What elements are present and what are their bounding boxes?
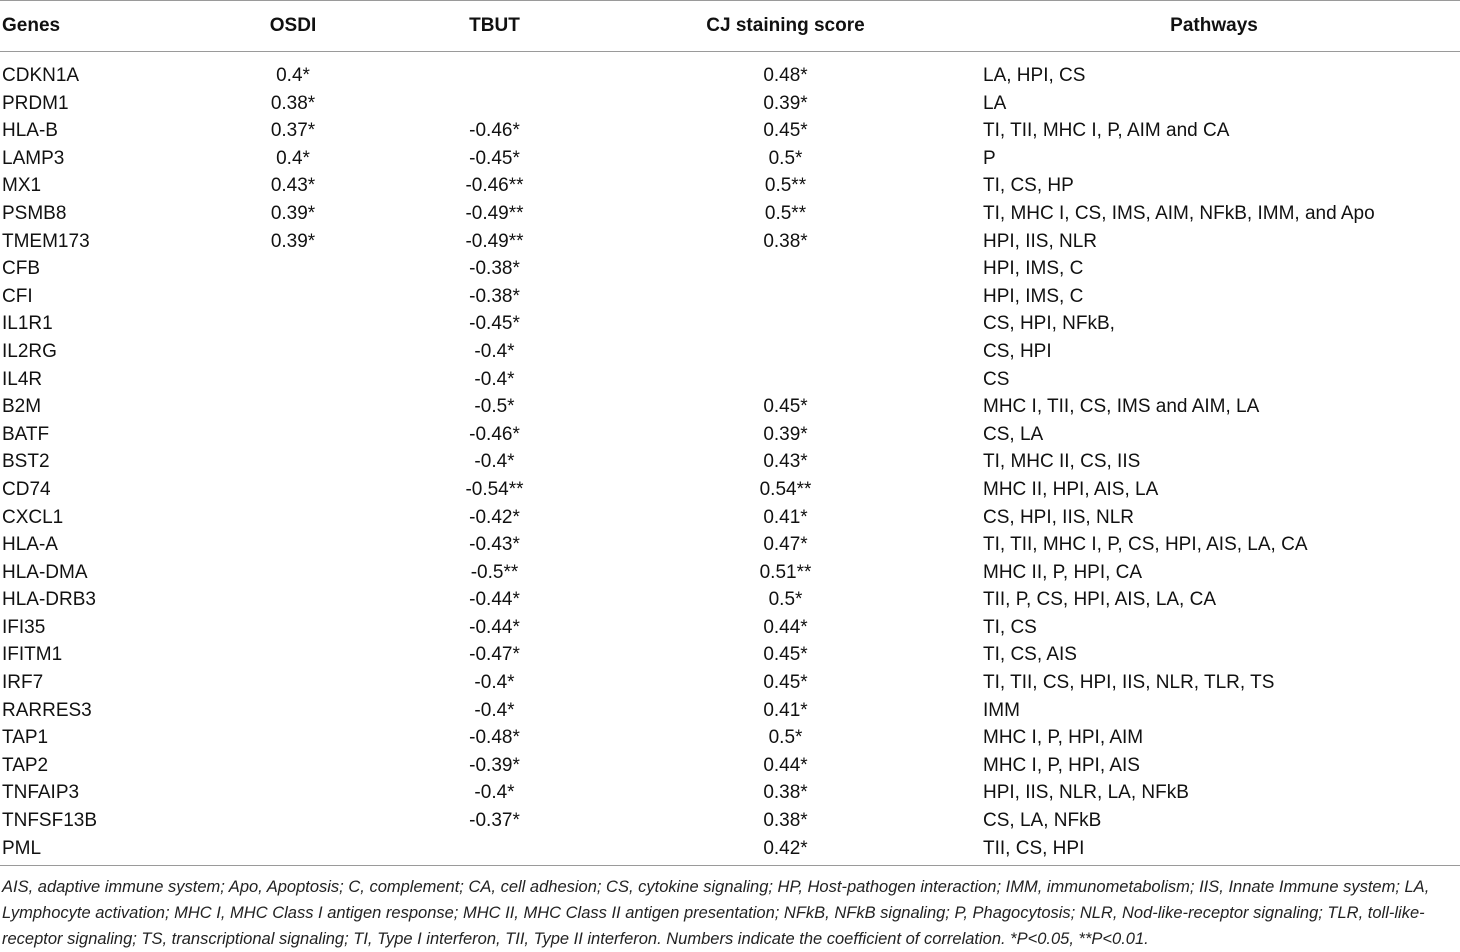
- cell-gene: CDKN1A: [2, 65, 80, 86]
- cell-pathways: CS, HPI, NFkB,: [983, 313, 1115, 335]
- cell-cj-staining-score: 0.45*: [763, 644, 808, 666]
- cell-gene: CFI: [2, 285, 33, 307]
- cell-gene: TAP1: [2, 727, 49, 749]
- cell-pathways: MHC II, HPI, AIS, LA: [983, 478, 1159, 500]
- cell-pathways: MHC I, P, HPI, AIS: [983, 754, 1140, 776]
- table-row: [0, 752, 1460, 780]
- cell-cj-staining-score: 0.45*: [763, 396, 808, 418]
- cell-cj-staining-score: 0.47*: [763, 534, 808, 556]
- cell-pathways: HPI, IMS, C: [983, 258, 1084, 280]
- cell-pathways: TI, CS: [983, 616, 1037, 638]
- cell-tbut: -0.48*: [469, 727, 520, 749]
- cell-cj-staining-score: 0.5*: [768, 589, 803, 611]
- cell-pathways: TI, MHC I, CS, IMS, AIM, NFkB, IMM, and Apo: [983, 202, 1375, 224]
- cell-gene: BST2: [2, 451, 50, 473]
- cell-osdi: 0.4*: [276, 65, 310, 86]
- cell-cj-staining-score: [603, 338, 968, 366]
- cell-osdi: [200, 531, 386, 559]
- cell-gene: CD74: [2, 478, 51, 500]
- cell-pathways: LA: [983, 92, 1007, 114]
- cell-osdi: 0.37*: [270, 120, 316, 142]
- cell-osdi: [200, 310, 386, 338]
- cell-osdi: [200, 614, 386, 642]
- cell-cj-staining-score: 0.51**: [759, 561, 812, 583]
- cell-osdi: 0.38*: [270, 92, 316, 114]
- cell-pathways: HPI, IMS, C: [983, 285, 1084, 307]
- cell-osdi: 0.39*: [270, 230, 316, 252]
- cell-cj-staining-score: 0.5*: [768, 727, 803, 749]
- cell-cj-staining-score: [603, 283, 968, 311]
- cell-tbut: -0.46*: [469, 423, 520, 445]
- table-row: [0, 779, 1460, 807]
- cell-gene: RARRES3: [2, 699, 92, 721]
- table-row: [0, 52, 1460, 90]
- table-row: [0, 172, 1460, 200]
- cell-cj-staining-score: 0.39*: [763, 423, 808, 445]
- cell-tbut: -0.46*: [469, 120, 520, 142]
- table-row: [0, 117, 1460, 145]
- table-row: [0, 366, 1460, 394]
- cell-pathways: TI, TII, CS, HPI, IIS, NLR, TLR, TS: [983, 672, 1275, 694]
- cell-cj-staining-score: 0.43*: [763, 451, 808, 473]
- cell-pathways: LA, HPI, CS: [983, 65, 1086, 86]
- cell-cj-staining-score: 0.38*: [763, 782, 808, 804]
- cell-gene: IFI35: [2, 616, 46, 638]
- table-bottom-rule: [0, 865, 1460, 866]
- table-row: [0, 393, 1460, 421]
- cell-osdi: [200, 807, 386, 835]
- cell-tbut: [386, 52, 603, 90]
- cell-cj-staining-score: 0.54**: [759, 478, 812, 500]
- cell-osdi: [200, 255, 386, 283]
- cell-osdi: [200, 393, 386, 421]
- cell-osdi: [200, 724, 386, 752]
- cell-gene: IL4R: [2, 368, 43, 390]
- cell-tbut: -0.44*: [469, 589, 520, 611]
- cell-gene: HLA-DRB3: [2, 589, 96, 611]
- cell-pathways: MHC I, P, HPI, AIM: [983, 727, 1144, 749]
- cell-osdi: [200, 586, 386, 614]
- cell-cj-staining-score: 0.48*: [763, 65, 808, 86]
- cell-gene: HLA-B: [2, 120, 58, 142]
- cell-tbut: -0.54**: [465, 478, 524, 500]
- cell-osdi: [200, 669, 386, 697]
- cell-cj-staining-score: 0.44*: [763, 616, 808, 638]
- cell-gene: PML: [2, 837, 42, 859]
- cell-tbut: -0.5**: [470, 561, 519, 583]
- cell-cj-staining-score: 0.45*: [763, 120, 808, 142]
- cell-cj-staining-score: [603, 366, 968, 394]
- table-row: [0, 586, 1460, 614]
- table-row: [0, 90, 1460, 118]
- table-row: [0, 531, 1460, 559]
- column-header-genes: Genes: [2, 15, 61, 36]
- cell-gene: HLA-A: [2, 534, 58, 556]
- cell-pathways: MHC II, P, HPI, CA: [983, 561, 1143, 583]
- cell-tbut: -0.45*: [469, 313, 520, 335]
- cell-gene: PRDM1: [2, 92, 69, 114]
- cell-cj-staining-score: 0.44*: [763, 754, 808, 776]
- cell-cj-staining-score: [603, 310, 968, 338]
- cell-cj-staining-score: 0.39*: [763, 92, 808, 114]
- cell-tbut: -0.46**: [465, 175, 524, 197]
- cell-cj-staining-score: 0.5**: [764, 202, 807, 224]
- cell-cj-staining-score: 0.41*: [763, 699, 808, 721]
- cell-osdi: [200, 697, 386, 725]
- cell-osdi: [200, 835, 386, 863]
- cell-tbut: -0.44*: [469, 616, 520, 638]
- cell-pathways: CS, HPI, IIS, NLR: [983, 506, 1134, 528]
- table-header: [0, 0, 1460, 52]
- cell-pathways: CS, HPI: [983, 340, 1052, 362]
- cell-gene: CFB: [2, 258, 40, 280]
- cell-tbut: -0.4*: [474, 672, 515, 694]
- cell-cj-staining-score: 0.5**: [764, 175, 807, 197]
- cell-pathways: TI, CS, HP: [983, 175, 1074, 197]
- cell-gene: MX1: [2, 175, 42, 197]
- cell-osdi: [200, 476, 386, 504]
- cell-pathways: TI, TII, MHC I, P, CS, HPI, AIS, LA, CA: [983, 534, 1308, 556]
- cell-pathways: CS, LA, NFkB: [983, 810, 1102, 832]
- cell-osdi: [200, 283, 386, 311]
- cell-osdi: [200, 421, 386, 449]
- cell-pathways: HPI, IIS, NLR, LA, NFkB: [983, 782, 1189, 804]
- cell-tbut: -0.37*: [469, 810, 520, 832]
- table-row: [0, 835, 1460, 863]
- header-row: [0, 0, 1460, 52]
- cell-tbut: [386, 90, 603, 118]
- column-header-pathways: Pathways: [1170, 15, 1258, 36]
- cell-tbut: -0.47*: [469, 644, 520, 666]
- cell-gene: B2M: [2, 396, 42, 418]
- cell-osdi: [200, 338, 386, 366]
- cell-osdi: 0.4*: [276, 147, 310, 169]
- table-row: [0, 641, 1460, 669]
- cell-tbut: -0.5*: [474, 396, 515, 418]
- cell-cj-staining-score: 0.38*: [763, 230, 808, 252]
- cell-gene: TAP2: [2, 754, 49, 776]
- cell-tbut: -0.4*: [474, 782, 515, 804]
- cell-tbut: [386, 835, 603, 863]
- cell-gene: CXCL1: [2, 506, 64, 528]
- cell-pathways: IMM: [983, 699, 1020, 721]
- cell-tbut: -0.49**: [465, 202, 524, 224]
- table-row: [0, 669, 1460, 697]
- cell-gene: TNFSF13B: [2, 810, 98, 832]
- cell-cj-staining-score: 0.42*: [763, 837, 808, 859]
- cell-cj-staining-score: 0.38*: [763, 810, 808, 832]
- cell-tbut: -0.4*: [474, 699, 515, 721]
- column-header-cj-staining-score: CJ staining score: [706, 15, 865, 36]
- cell-tbut: -0.4*: [474, 451, 515, 473]
- cell-gene: PSMB8: [2, 202, 67, 224]
- cell-pathways: TII, P, CS, HPI, AIS, LA, CA: [983, 589, 1217, 611]
- cell-pathways: HPI, IIS, NLR: [983, 230, 1098, 252]
- table-row: [0, 310, 1460, 338]
- cell-tbut: -0.39*: [469, 754, 520, 776]
- cell-osdi: [200, 366, 386, 394]
- table-footnote: AIS, adaptive immune system; Apo, Apoptosis; C, complement; CA, cell adhesion; CS, cytokine signaling; HP, Host-pathogen interaction; IMM, immunometabolism; IIS, Innate Immune system; LA, Lymphocyte activation; MHC I, MHC Class I antigen response; MHC II, MHC Class II antigen presentation; NFkB, NFkB signaling; P, Phagocytosis; NLR, Nod-like-receptor signaling; TLR, toll-like-receptor signaling; TS, transcriptional signaling; TI, Type I interferon, TII, Type II interferon. Numbers indicate the coefficient of correlation. *P<0.05, **P<0.01.: [2, 878, 1430, 948]
- table-row: [0, 697, 1460, 725]
- cell-pathways: TI, CS, AIS: [983, 644, 1077, 666]
- cell-osdi: [200, 448, 386, 476]
- cell-gene: LAMP3: [2, 147, 65, 169]
- cell-tbut: -0.38*: [469, 285, 520, 307]
- cell-gene: IL2RG: [2, 340, 57, 362]
- cell-gene: IFITM1: [2, 644, 63, 666]
- column-header-osdi: OSDI: [269, 15, 317, 36]
- cell-tbut: -0.43*: [469, 534, 520, 556]
- cell-tbut: -0.4*: [474, 368, 515, 390]
- table-row: [0, 724, 1460, 752]
- cell-pathways: P: [983, 147, 996, 169]
- table-body: [0, 52, 1460, 862]
- cell-tbut: -0.49**: [465, 230, 524, 252]
- cell-tbut: -0.4*: [474, 340, 515, 362]
- cell-gene: IRF7: [2, 672, 44, 694]
- table-row: [0, 504, 1460, 532]
- table-row: [0, 200, 1460, 228]
- cell-pathways: MHC I, TII, CS, IMS and AIM, LA: [983, 396, 1260, 418]
- cell-pathways: CS: [983, 368, 1010, 390]
- cell-cj-staining-score: 0.5*: [768, 147, 803, 169]
- cell-pathways: TII, CS, HPI: [983, 837, 1085, 859]
- cell-osdi: [200, 504, 386, 532]
- table-row: [0, 421, 1460, 449]
- table-row: [0, 614, 1460, 642]
- table-row: [0, 228, 1460, 256]
- cell-cj-staining-score: 0.45*: [763, 672, 808, 694]
- table-row: [0, 559, 1460, 587]
- table-row: [0, 807, 1460, 835]
- cell-pathways: CS, LA: [983, 423, 1044, 445]
- cell-tbut: -0.45*: [469, 147, 520, 169]
- cell-cj-staining-score: [603, 255, 968, 283]
- cell-gene: BATF: [2, 423, 50, 445]
- cell-osdi: [200, 752, 386, 780]
- table-row: [0, 476, 1460, 504]
- cell-cj-staining-score: 0.41*: [763, 506, 808, 528]
- cell-gene: TMEM173: [2, 230, 90, 252]
- cell-osdi: [200, 779, 386, 807]
- table-row: [0, 338, 1460, 366]
- column-header-tbut: TBUT: [469, 15, 520, 36]
- cell-gene: HLA-DMA: [2, 561, 88, 583]
- cell-osdi: [200, 559, 386, 587]
- cell-pathways: TI, MHC II, CS, IIS: [983, 451, 1141, 473]
- cell-osdi: 0.39*: [270, 202, 316, 224]
- cell-gene: TNFAIP3: [2, 782, 80, 804]
- cell-osdi: [200, 641, 386, 669]
- cell-osdi: 0.43*: [270, 175, 316, 197]
- table-row: [0, 145, 1460, 173]
- cell-tbut: -0.42*: [469, 506, 520, 528]
- cell-tbut: -0.38*: [469, 258, 520, 280]
- table-row: [0, 255, 1460, 283]
- table-row: [0, 283, 1460, 311]
- cell-gene: IL1R1: [2, 313, 53, 335]
- cell-pathways: TI, TII, MHC I, P, AIM and CA: [983, 120, 1230, 142]
- table-row: [0, 448, 1460, 476]
